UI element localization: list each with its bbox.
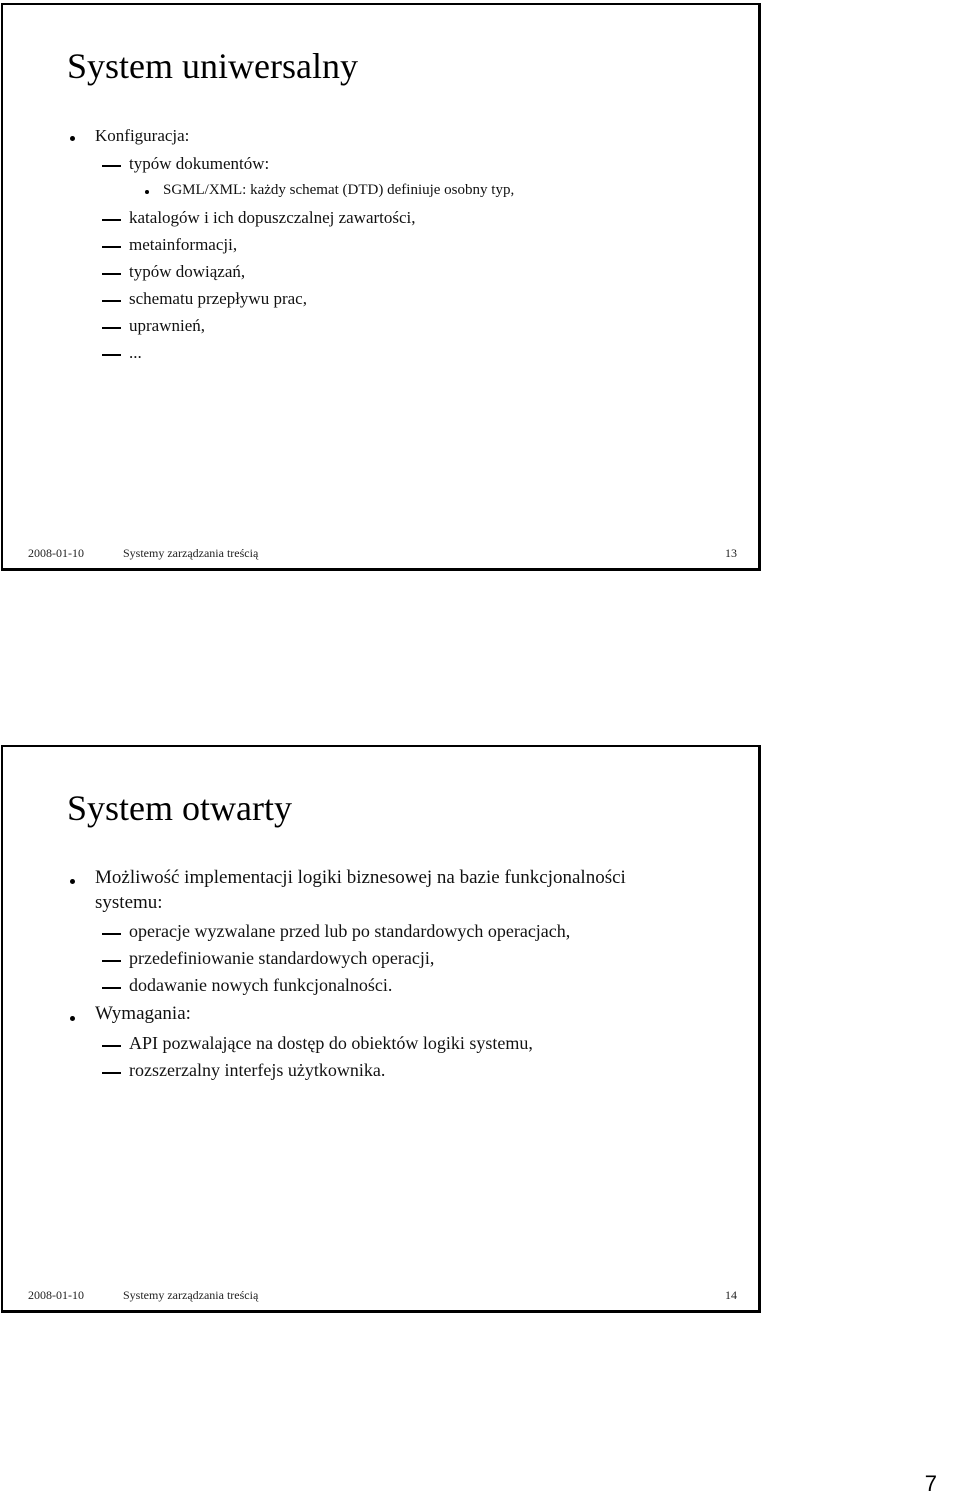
list-item: przedefiniowanie standardowych operacji, (129, 948, 435, 968)
list-item: SGML/XML: każdy schemat (DTD) definiuje osobny typ, (163, 182, 515, 198)
footer-course: Systemy zarządzania treścią (123, 1288, 259, 1302)
list-item: Konfiguracja: (95, 126, 190, 145)
dash-icon (102, 933, 121, 935)
dash-icon (102, 300, 121, 302)
slide-13 (1, 3, 761, 571)
footer-slide-number: 14 (725, 1288, 737, 1302)
dash-icon (102, 354, 121, 356)
list-item: Wymagania: (95, 1003, 191, 1024)
slide-title: System uniwersalny (67, 46, 358, 86)
list-item: Możliwość implementacji logiki biznesowej na bazie funkcjonalności (95, 867, 626, 888)
dash-icon (102, 165, 121, 167)
dash-icon (102, 987, 121, 989)
dash-icon (102, 1072, 121, 1074)
list-item: ... (129, 343, 142, 362)
list-item: rozszerzalny interfejs użytkownika. (129, 1060, 386, 1080)
footer-course: Systemy zarządzania treścią (123, 546, 259, 560)
list-item: API pozwalające na dostęp do obiektów logiki systemu, (129, 1033, 533, 1053)
footer-date: 2008-01-10 (28, 546, 84, 560)
dash-icon (102, 219, 121, 221)
list-item: typów dokumentów: (129, 154, 270, 173)
list-item: katalogów i ich dopuszczalnej zawartości, (129, 208, 416, 227)
dash-icon (102, 273, 121, 275)
bullet-icon (70, 136, 75, 141)
list-item: operacje wyzwalane przed lub po standardowych operacjach, (129, 921, 571, 941)
page-number: 7 (924, 1471, 937, 1496)
list-item: metainformacji, (129, 235, 238, 254)
bullet-icon (70, 879, 75, 884)
dash-icon (102, 1045, 121, 1047)
slide-14 (1, 745, 761, 1313)
list-item-continuation: systemu: (95, 892, 163, 913)
list-item: typów dowiązań, (129, 262, 246, 281)
dash-icon (102, 327, 121, 329)
dash-icon (102, 960, 121, 962)
dash-icon (102, 246, 121, 248)
list-item: schematu przepływu prac, (129, 289, 307, 308)
footer-slide-number: 13 (725, 546, 737, 560)
bullet-icon (70, 1016, 75, 1021)
footer-date: 2008-01-10 (28, 1288, 84, 1302)
list-item: dodawanie nowych funkcjonalności. (129, 975, 393, 995)
slide-title: System otwarty (67, 788, 292, 828)
bullet-icon (145, 190, 149, 194)
list-item: uprawnień, (129, 316, 206, 335)
